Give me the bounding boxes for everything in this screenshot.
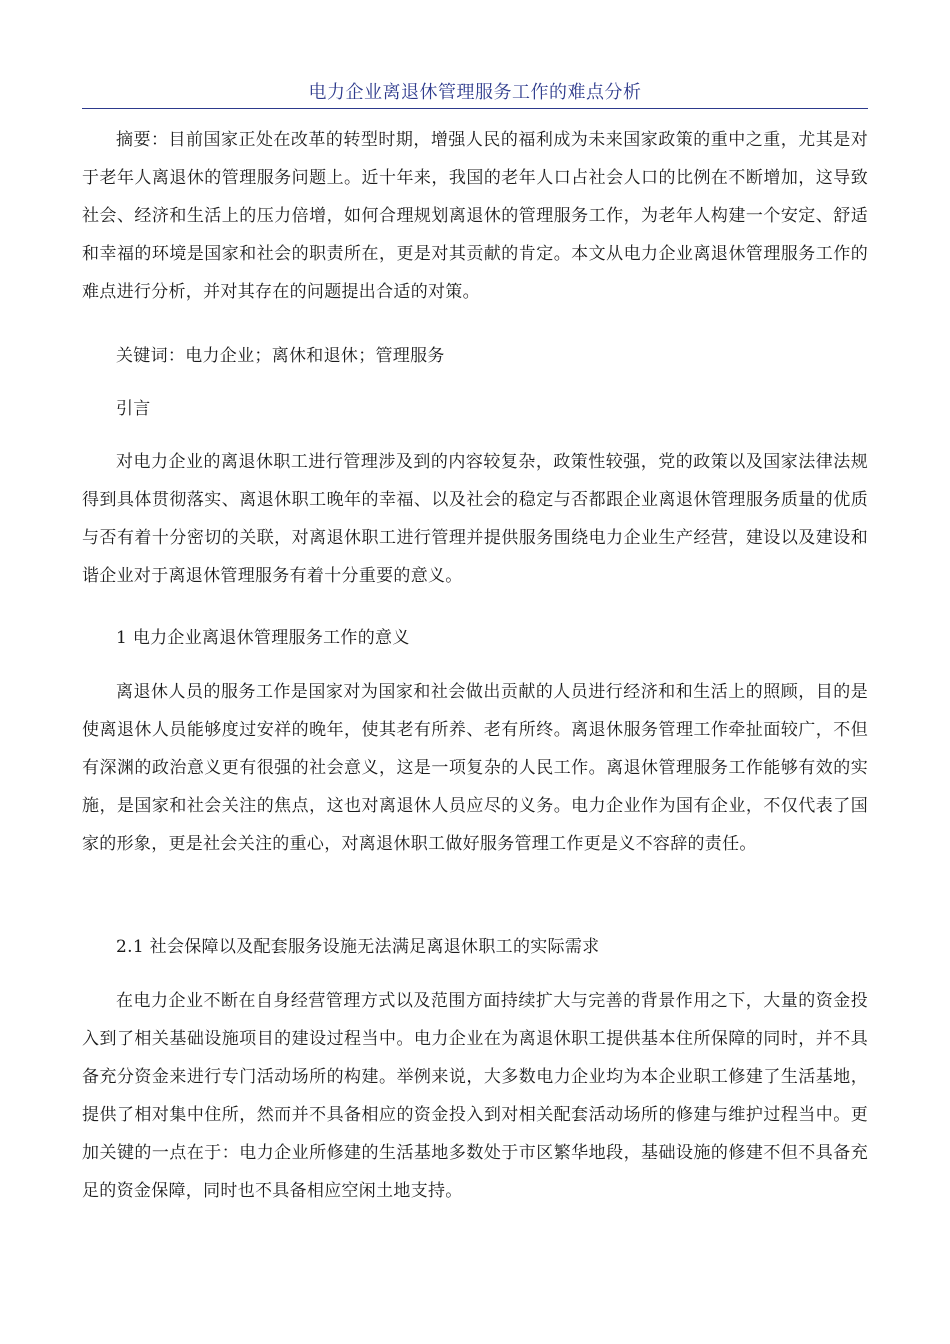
intro-heading: 引言 xyxy=(116,399,151,419)
section-2-1-heading: 2.1 社会保障以及配套服务设施无法满足离退休职工的实际需求 xyxy=(116,937,600,957)
section-1-heading: 1 电力企业离退休管理服务工作的意义 xyxy=(116,628,410,648)
section-2-1-paragraph: 在电力企业不断在自身经营管理方式以及范围方面持续扩大与完善的背景作用之下，大量的资金投入到了相关基础设施项目的建设过程当中。电力企业在为离退休职工提供基本住所保障的同时，并不具备充分资金来进行专门活动场所的构建。举例来说，大多数电力企业均为本企业职工修建了生活基地，提供了相对集中住所，然而并不具备相应的资金投入到对相关配套活动场所的修建与维护过程当中。更加关键的一点在于：电力企业所修建的生活基地多数处于市区繁华地段，基础设施的修建不但不具备充足的资金保障，同时也不具备相应空闲土地支持。 xyxy=(82,991,868,1201)
intro-paragraph: 对电力企业的离退休职工进行管理涉及到的内容较复杂，政策性较强，党的政策以及国家法律法规得到具体贯彻落实、离退休职工晚年的幸福、以及社会的稳定与否都跟企业离退休管理服务质量的优质与否有着十分密切的关联，对离退休职工进行管理并提供服务围绕电力企业生产经营，建设以及建设和谐企业对于离退休管理服务有着十分重要的意义。 xyxy=(82,452,868,586)
section-1-paragraph: 离退休人员的服务工作是国家对为国家和社会做出贡献的人员进行经济和和生活上的照顾，目的是使离退休人员能够度过安祥的晚年，使其老有所养、老有所终。离退休服务管理工作牵扯面较广，不但有深渊的政治意义更有很强的社会意义，这是一项复杂的人民工作。离退休管理服务工作能够有效的实施，是国家和社会关注的焦点，这也对离退休人员应尽的义务。电力企业作为国有企业，不仅代表了国家的形象，更是社会关注的重心，对离退休职工做好服务管理工作更是义不容辞的责任。 xyxy=(82,682,868,854)
keywords-line: 关键词：电力企业；离休和退休；管理服务 xyxy=(116,346,445,366)
abstract-paragraph: 摘要：目前国家正处在改革的转型时期，增强人民的福利成为未来国家政策的重中之重，尤其是对于老年人离退休的管理服务问题上。近十年来，我国的老年人口占社会人口的比例在不断增加，这导致社会、经济和生活上的压力倍增，如何合理规划离退休的管理服务工作，为老年人构建一个安定、舒适和幸福的环境是国家和社会的职责所在，更是对其贡献的肯定。本文从电力企业离退休管理服务工作的难点进行分析，并对其存在的问题提出合适的对策。 xyxy=(82,130,868,302)
document-title: 电力企业离退休管理服务工作的难点分析 xyxy=(308,82,642,103)
title-underline xyxy=(82,108,868,109)
